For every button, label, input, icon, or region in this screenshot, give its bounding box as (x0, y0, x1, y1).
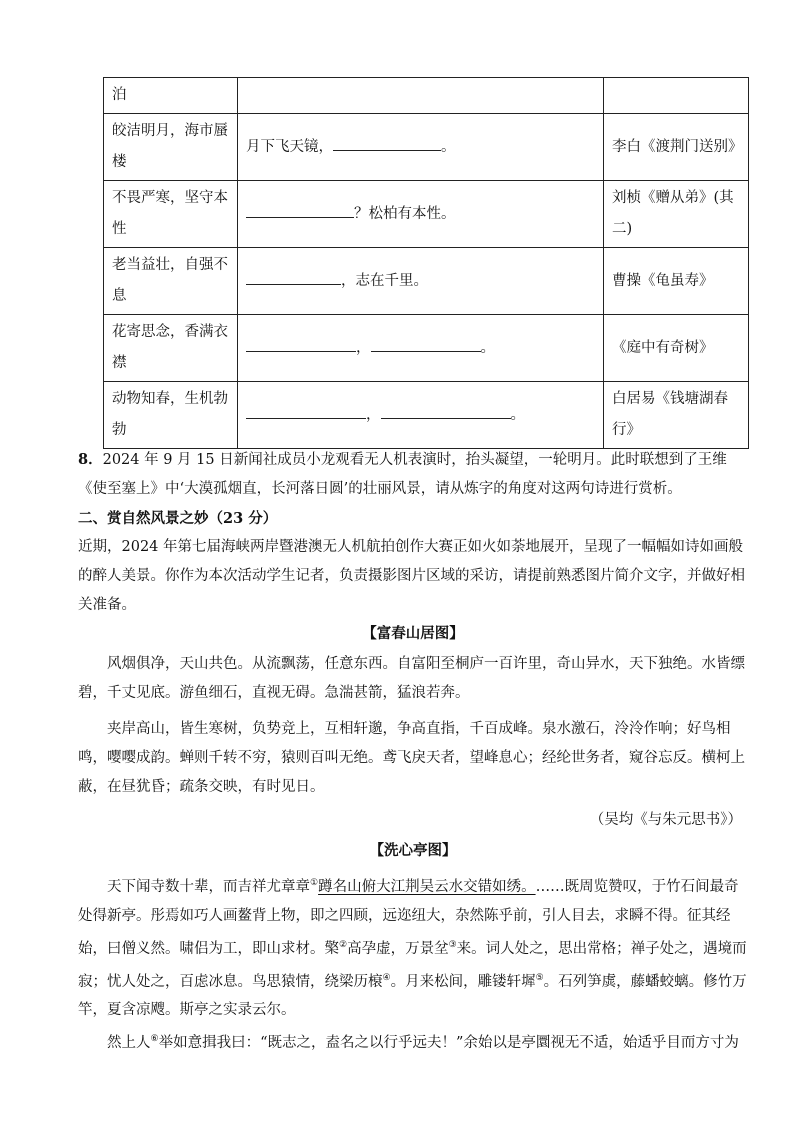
verse-cell: ？松柏有本性。 (238, 181, 604, 248)
source-cell: 《庭中有奇树》 (604, 315, 749, 382)
underlined-sentence: 蹲名山俯大江荆吴云水交错如绣。 (318, 878, 536, 895)
footnote-marker: ① (310, 878, 319, 888)
question-8 (78, 445, 748, 504)
table-row (104, 181, 749, 248)
table-row (104, 114, 749, 181)
answer-blank[interactable] (246, 404, 366, 419)
source-cell (604, 78, 749, 114)
table-row (104, 382, 749, 449)
fuchun-paragraph-1: 风烟俱净，天山共色。从流飘荡，任意东西。自富阳至桐庐一百许里，奇山异水，天下独绝。水皆缥碧，千丈见底。游鱼细石，直视无碍。急湍甚箭，猛浪若奔。 (78, 656, 745, 701)
footnote-marker: ② (339, 939, 348, 950)
xixin-paragraph-2: 然上人⑥举如意揖我曰：“既志之，盍名之以行乎远夫！”余始以是亭圜视无不适，始适乎目而方寸为 (107, 1034, 739, 1051)
theme-cell: 泊 (104, 78, 238, 114)
answer-blank[interactable] (246, 337, 356, 352)
theme-cell: 皎洁明月，海市蜃楼 (104, 114, 238, 181)
fuchun-title: 【富春山居图】 (362, 625, 464, 642)
xixin-paragraph-1: 天下闻寺数十辈，而吉祥尤章章①蹲名山俯大江荆吴云水交错如绣。……既周览赞叹，于竹石间最奇处得新亭。彤焉如巧人画鳌背上物，即之四顾，远迩纽大，杂然陈乎前，引人目去，求瞬不得。征其经始，曰僧义然。啸侣为工，即山求材。檠②高孕虚，万景坌③来。词人处之，思出常格；禅子处之，遇境而寂；忧人处之，百虑冰息。鸟思猿情，绕梁历榱④。月来松间，雕镂轩墀⑤。石列笋虡，藤蟠蛟螭。修竹万竿，夏含凉飕。斯亭之实录云尔。 (78, 878, 747, 1019)
footnote-marker: ⑤ (535, 972, 544, 983)
theme-cell: 不畏严寒，坚守本性 (104, 181, 238, 248)
table-row (104, 315, 749, 382)
footnote-marker: ⑥ (150, 1034, 159, 1044)
verse-cell: ， 。 (238, 382, 604, 449)
verse-cell: ， 。 (238, 315, 604, 382)
answer-blank[interactable] (381, 404, 511, 419)
fuchun-attribution: （吴均《与朱元思书》） (589, 812, 742, 828)
table-row (104, 248, 749, 315)
answer-blank[interactable] (333, 136, 441, 151)
fuchun-paragraph-2: 夹岸高山，皆生寒树，负势竞上，互相轩邈，争高直指，千百成峰。泉水激石，泠泠作响；好鸟相鸣，嘤嘤成韵。蝉则千转不穷，猿则百叫无绝。鸢飞戾天者，望峰息心；经纶世务者，窥谷忘反。横柯上蔽，在昼犹昏；疏条交映，有时见日。 (78, 721, 745, 795)
verse-cell (238, 78, 604, 114)
section-intro: 近期，2024 年第七届海峡两岸暨港澳无人机航拍创作大赛正如火如荼地展开，呈现了一幅幅如诗如画般的醉人美景。你作为本次活动学生记者，负责摄影图片区域的采访，请提前熟悉图片简介文字，并做好相关准备。 (78, 539, 745, 613)
answer-blank[interactable] (246, 203, 354, 218)
xixin-title: 【洗心亭图】 (369, 842, 457, 859)
source-cell: 白居易《钱塘湖春行》 (604, 382, 749, 449)
footnote-marker: ④ (382, 972, 391, 983)
theme-cell: 老当益壮，自强不息 (104, 248, 238, 315)
poetry-fill-table (103, 77, 749, 449)
table-row (104, 78, 749, 114)
answer-blank[interactable] (246, 270, 341, 285)
section-heading: 二、赏自然风景之妙（23 分） (78, 510, 278, 527)
theme-cell: 花寄思念，香满衣襟 (104, 315, 238, 382)
answer-blank[interactable] (371, 337, 481, 352)
question-number: 8． (78, 451, 103, 468)
verse-cell: 月下飞天镜， 。 (238, 114, 604, 181)
question-text: 2024 年 9 月 15 日新闻社成员小龙观看无人机表演时，抬头凝望，一轮明月。此时联想到了王维《使至塞上》中‘大漠孤烟直，长河落日圆’的壮丽风景，请从炼字的角度对这两句诗进行赏析。 (78, 452, 727, 497)
source-cell: 刘桢《赠从弟》(其二) (604, 181, 749, 248)
theme-cell: 动物知春，生机勃勃 (104, 382, 238, 449)
source-cell: 李白《渡荆门送别》 (604, 114, 749, 181)
source-cell: 曹操《龟虽寿》 (604, 248, 749, 315)
verse-cell: ，志在千里。 (238, 248, 604, 315)
footnote-marker: ③ (448, 939, 457, 950)
